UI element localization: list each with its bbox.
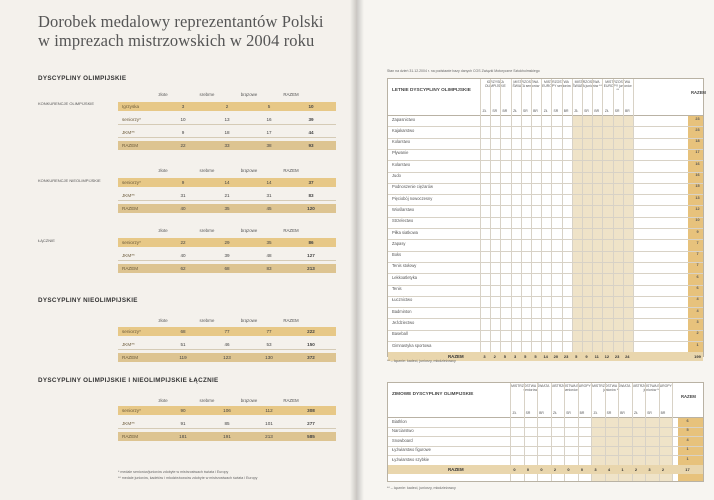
discipline-label: Łyżwiarstwo szybkie	[392, 456, 430, 462]
medal-count: 35	[224, 206, 230, 211]
column-group: MISTRZOSTWA EUROPY juniorów **	[603, 80, 632, 92]
grid-line	[388, 273, 703, 274]
sub-column-header: SR	[553, 109, 559, 113]
sub-column-header: SR	[525, 411, 531, 415]
medal-count: 93	[308, 143, 314, 148]
razem-value: 13	[695, 195, 700, 200]
grid-line	[388, 217, 703, 218]
medal-count: 5	[267, 104, 271, 109]
row-label: RAZEM	[122, 355, 139, 360]
medal-count: 222	[307, 329, 315, 334]
discipline-label: Zapasy	[392, 240, 406, 246]
razem-value: 18	[695, 139, 700, 144]
medal-count: 91	[180, 421, 186, 426]
medal-count: 106	[223, 408, 231, 413]
column-header: brązowe	[240, 228, 258, 233]
razem-value: 7	[696, 252, 699, 257]
medal-count: 127	[307, 253, 315, 258]
section-sub: ŁĄCZNIE	[38, 238, 55, 243]
razem-value: 7	[696, 263, 699, 268]
sub-column-header: ZŁ	[634, 411, 638, 415]
sub-column-header: BR	[533, 109, 538, 113]
grid-line	[388, 455, 703, 456]
column-header: złote	[158, 318, 168, 323]
sub-column-header: ZŁ	[513, 109, 518, 113]
row-label: RAZEM	[122, 434, 139, 439]
razem-value: 2	[696, 331, 699, 336]
medal-count: 68	[224, 266, 230, 271]
medal-count: 213	[265, 434, 273, 439]
total-value: 3	[648, 466, 651, 472]
medal-count: 68	[180, 329, 186, 334]
column-group: MISTRZOSTWA ŚWIATA juniorów **	[572, 80, 602, 88]
sub-column-header: SR	[647, 411, 652, 415]
medal-row	[118, 264, 336, 273]
medal-count: 101	[265, 421, 273, 426]
grid-line	[388, 194, 703, 195]
razem-header: RAZEM	[681, 394, 696, 399]
medal-count: 39	[224, 253, 230, 258]
grid-line	[388, 126, 703, 127]
medal-count: 85	[224, 421, 230, 426]
grid-line	[388, 251, 703, 252]
discipline-label: Pięciobój nowoczesny	[392, 195, 433, 201]
column-header: srebrne	[199, 92, 215, 97]
grid-line	[388, 446, 703, 447]
razem-value: 6	[686, 418, 689, 423]
row-label: seniorzy*	[122, 180, 141, 185]
total-value: 0	[513, 466, 516, 472]
medal-count: 123	[223, 355, 231, 360]
row-label: RAZEM	[122, 266, 139, 271]
total-value: 2	[634, 466, 638, 472]
medal-count: 2	[225, 104, 229, 109]
sub-column-header: SR	[614, 109, 620, 113]
total-value: 0	[580, 466, 584, 472]
razem-value: 7	[696, 240, 699, 245]
total-value: 5	[575, 354, 578, 360]
medal-count: 181	[179, 434, 187, 439]
column-header: RAZEM	[283, 398, 299, 403]
medal-row	[118, 204, 336, 213]
table-footnote: ** – łącznie: kadeci, juniorzy, młodzieżowcy	[387, 359, 456, 363]
sub-column-header: BR	[594, 109, 600, 113]
total-value: 3	[483, 354, 486, 360]
column-group: MISTRZOSTWA EUROPY seniorów	[542, 80, 571, 88]
sub-column-header: ZŁ	[604, 109, 609, 113]
razem-header: RAZEM	[691, 90, 706, 95]
grid-line	[388, 318, 703, 319]
medal-count: 29	[224, 240, 230, 245]
grid-line	[388, 330, 703, 331]
total-value: 5	[534, 354, 537, 360]
medal-count: 14	[266, 180, 272, 185]
discipline-label: Badminton	[392, 308, 412, 314]
razem-value: 5	[686, 428, 689, 432]
column-header: złote	[158, 92, 168, 97]
razem-value: 4	[686, 437, 689, 442]
column-header: srebrne	[199, 398, 215, 403]
discipline-label: Podnoszenie ciężarów	[392, 184, 433, 190]
winter-disciplines-table	[387, 382, 704, 482]
medal-count: 62	[180, 266, 186, 271]
discipline-label: Gimnastyka sportowa	[392, 342, 432, 348]
sub-column-header: ZŁ	[553, 411, 557, 415]
sub-column-header: BR	[624, 109, 630, 113]
row-label: seniorzy*	[122, 329, 141, 334]
medal-count: 33	[224, 143, 230, 148]
discipline-label: Łyżwiarstwo figurowe	[392, 447, 431, 452]
razem-value: 6	[696, 286, 699, 290]
medal-row	[118, 419, 336, 429]
medal-count: 35	[266, 240, 272, 245]
grid-line	[388, 205, 703, 206]
column-header: brązowe	[240, 398, 258, 403]
total-value: 23	[614, 354, 620, 360]
medal-count: 83	[266, 266, 272, 271]
razem-value: 9	[696, 229, 699, 234]
razem-value: 23	[695, 127, 700, 132]
discipline-label: Łucznictwo	[392, 297, 413, 303]
medal-count: 18	[224, 130, 230, 135]
medal-count: 120	[307, 206, 315, 211]
total-value: 4	[607, 466, 611, 472]
total-value: 24	[625, 354, 630, 360]
medal-count: 22	[180, 143, 186, 148]
discipline-label: Jeździectwo	[392, 319, 415, 325]
footnotes: * medale seniorów/juniorów zdobyte w mistrzostwach świata i Europy ** medale juniorów, kadetów i młodzieżowców zdobyte w mistrzostwach świata i Europy	[118, 470, 258, 480]
discipline-label: Kolarstwo	[392, 139, 410, 145]
discipline-label: Narciarstwo	[392, 428, 414, 433]
total-value: 0	[526, 466, 530, 472]
row-label: RAZEM	[122, 143, 139, 148]
column-header: RAZEM	[283, 318, 299, 323]
sub-column-header: SR	[522, 109, 528, 113]
medal-count: 46	[224, 342, 230, 347]
table-title: ZIMOWE DYSCYPLINY OLIMPIJSKIE	[392, 391, 474, 396]
column-header: RAZEM	[283, 168, 299, 173]
discipline-label: Piłka siatkowa	[392, 229, 418, 235]
row-label: JKM**	[122, 253, 135, 258]
row-label: seniorzy*	[122, 240, 141, 245]
column-group: MISTRZOSTWA ŚWIATA juniorów **	[592, 384, 631, 392]
row-label: seniorzy*	[122, 408, 141, 413]
row-label: JKM**	[122, 193, 135, 198]
sub-column-header: BR	[620, 411, 625, 415]
razem-value: 12	[695, 206, 700, 211]
razem-value: 23	[695, 116, 700, 121]
grid-line	[388, 427, 703, 428]
medal-count: 31	[266, 193, 272, 198]
table-header	[388, 79, 706, 116]
sub-column-header: ZŁ	[482, 109, 487, 113]
total-label: RAZEM	[448, 354, 464, 360]
medal-count: 90	[180, 408, 186, 413]
medal-row	[118, 406, 336, 415]
medal-row	[118, 178, 336, 187]
medal-count: 17	[266, 130, 272, 135]
grid-line	[388, 285, 703, 286]
total-value: 14	[543, 354, 548, 360]
table-title: LETNIE DYSCYPLINY OLIMPIJSKIE	[392, 87, 471, 92]
discipline-label: Biathlon	[392, 418, 407, 424]
column-header: złote	[158, 168, 168, 173]
column-header: srebrne	[199, 228, 215, 233]
discipline-label: Tenis	[392, 286, 402, 291]
grid-line	[388, 138, 703, 139]
grid-line	[388, 307, 703, 308]
razem-value: 1	[696, 342, 699, 347]
total-value: 2	[493, 354, 496, 360]
medal-count: 40	[180, 206, 186, 211]
sub-column-header: BR	[539, 411, 544, 415]
sub-column-header: ZŁ	[543, 109, 548, 113]
medal-count: 130	[265, 355, 273, 360]
medal-row	[118, 128, 336, 138]
source-note: Stan na dzień 31.12.2004 r. na podstawie bazy danych COS Związki Motoryczne Sztokholmskiego	[387, 69, 540, 73]
medal-count: 213	[307, 266, 315, 271]
discipline-label: Zapasnictwo	[392, 116, 415, 122]
razem-value: 15	[695, 184, 700, 189]
medal-count: 44	[308, 130, 314, 135]
column-header: brązowe	[240, 318, 258, 323]
column-group: MISTRZOSTWA EUROPY juniorów **	[631, 384, 672, 392]
column-header: złote	[158, 228, 168, 233]
section-heading: DYSCYPLINY OLIMPIJSKIE I NIEOLIMPIJSKIE ŁĄCZNIE	[38, 377, 219, 384]
column-header: RAZEM	[283, 228, 299, 233]
discipline-label: Kolarstwo	[392, 161, 410, 167]
grid-line	[388, 172, 703, 173]
column-group: MISTRZOSTWA ŚWIATA seniorów	[511, 384, 550, 392]
column-header: RAZEM	[283, 92, 299, 97]
column-group: MISTRZOSTWA EUROPY seniorów	[550, 384, 591, 392]
total-value: 3	[594, 466, 597, 472]
total-value: 199	[694, 354, 701, 360]
grid-line	[388, 341, 703, 342]
medal-row	[118, 327, 336, 336]
sub-column-header: SR	[492, 109, 498, 113]
medal-row	[118, 102, 336, 111]
medal-row	[118, 141, 336, 150]
discipline-label: Snowboard	[392, 437, 413, 443]
razem-value: 10	[695, 218, 700, 223]
razem-value: 16	[695, 173, 700, 177]
medal-count: 14	[224, 180, 230, 185]
medal-count: 40	[180, 253, 186, 258]
column-header: brązowe	[240, 168, 258, 173]
medal-count: 9	[181, 130, 185, 135]
discipline-label: Baseball	[392, 331, 408, 337]
medal-count: 3	[181, 104, 185, 109]
razem-value: 1	[686, 447, 689, 451]
razem-value: 4	[696, 308, 699, 313]
sub-column-header: SR	[606, 411, 612, 415]
table-footnote: ** – łącznie: kadeci, juniorzy, młodzieżowcy	[387, 486, 456, 490]
medal-count: 83	[308, 193, 314, 198]
total-value: 5	[503, 354, 506, 360]
medal-count: 112	[265, 408, 273, 413]
medal-count: 48	[266, 253, 272, 258]
book-spine	[350, 0, 364, 500]
column-header: srebrne	[199, 168, 215, 173]
section-heading: DYSCYPLINY OLIMPIJSKIE	[38, 75, 127, 82]
medal-count: 77	[224, 329, 230, 334]
medal-count: 53	[266, 342, 272, 347]
medal-count: 585	[307, 434, 315, 439]
grid-line	[388, 160, 703, 161]
sub-column-header: SR	[566, 411, 571, 415]
sub-column-header: BR	[563, 109, 569, 113]
sub-column-header: ZŁ	[512, 411, 517, 415]
column-group: IGRZYSKA OLIMPIJSKIE	[484, 80, 506, 88]
medal-count: 86	[308, 240, 314, 245]
row-label: JKM**	[122, 342, 135, 347]
total-value: 3	[513, 354, 517, 360]
medal-count: 372	[307, 355, 315, 360]
medal-count: 119	[179, 355, 187, 360]
razem-value: 6	[696, 274, 699, 279]
medal-count: 191	[223, 434, 231, 439]
medal-count: 9	[181, 180, 185, 185]
column-header: brązowe	[240, 92, 258, 97]
column-header: srebrne	[199, 318, 215, 323]
medal-count: 10	[180, 117, 186, 122]
column-header: złote	[158, 398, 168, 403]
medal-row	[118, 115, 336, 125]
medal-row	[118, 251, 336, 261]
total-value: 20	[553, 354, 559, 360]
medal-count: 77	[266, 329, 272, 334]
medal-count: 150	[307, 342, 315, 347]
discipline-label: Boks	[392, 252, 402, 258]
grid-line	[388, 239, 703, 240]
grid-line	[388, 228, 703, 229]
razem-value: 4	[696, 297, 699, 302]
discipline-label: Lekkoatletyka	[392, 274, 418, 280]
total-value: 0	[567, 466, 570, 472]
total-value: 9	[585, 354, 588, 360]
total-value: 0	[540, 466, 543, 472]
medal-row	[118, 191, 336, 201]
row-label: JKM**	[122, 421, 135, 426]
medal-row	[118, 353, 336, 362]
total-value: 2	[553, 466, 557, 472]
medal-count: 22	[180, 240, 186, 245]
section-sub: KONKURENCJE NIEOLIMPIJSKIE	[38, 178, 101, 183]
discipline-label: Judo	[392, 173, 401, 178]
sub-column-header: BR	[579, 411, 585, 415]
sub-column-header: BR	[660, 411, 666, 415]
sub-column-header: SR	[584, 109, 589, 113]
discipline-label: Strzelectwo	[392, 218, 414, 224]
summer-disciplines-table	[387, 78, 706, 360]
sub-column-header: ZŁ	[593, 411, 598, 415]
medal-count: 21	[224, 193, 230, 198]
razem-value: 1	[686, 456, 689, 461]
sub-column-header: ZŁ	[574, 109, 579, 113]
total-row	[388, 465, 703, 474]
medal-count: 51	[180, 342, 186, 347]
medal-count: 39	[308, 117, 314, 122]
discipline-label: Kajakarstwo	[392, 127, 415, 133]
medal-count: 38	[266, 143, 272, 148]
medal-row	[118, 238, 336, 247]
grid-line	[388, 183, 703, 184]
discipline-label: Tenis stołowy	[392, 263, 417, 269]
total-value: 2	[661, 466, 665, 472]
row-label: Igrzyska	[122, 104, 140, 109]
table-header	[388, 383, 703, 418]
page-title: Dorobek medalowy reprezentantów Polski w imprezach mistrzowskich w 2004 roku	[38, 12, 324, 50]
section-sub: KONKURENCJE OLIMPIJSKIE	[38, 101, 95, 106]
total-value: 11	[594, 354, 599, 360]
sub-column-header: BR	[502, 109, 508, 113]
discipline-label: Pływanie	[392, 150, 409, 156]
total-value: 17	[685, 466, 690, 472]
medal-count: 308	[307, 408, 315, 413]
grid-line	[388, 262, 703, 263]
total-value: 23	[563, 354, 569, 360]
medal-count: 16	[266, 117, 272, 122]
total-label: RAZEM	[448, 466, 464, 472]
column-group: MISTRZOSTWA ŚWIATA seniorów	[512, 80, 540, 88]
razem-value: 16	[695, 161, 700, 166]
medal-count: 45	[266, 206, 272, 211]
medal-count: 10	[308, 104, 314, 109]
grid-line	[388, 436, 703, 437]
razem-value: 17	[695, 150, 700, 155]
total-value: 5	[524, 354, 527, 360]
grid-line	[388, 296, 703, 297]
row-label: RAZEM	[122, 206, 139, 211]
razem-value: 3	[696, 319, 699, 324]
total-value: 1	[621, 466, 624, 472]
right-page	[357, 0, 714, 500]
total-value: 12	[604, 354, 610, 360]
row-label: JKM**	[122, 130, 135, 135]
medal-count: 277	[307, 421, 315, 426]
medal-count: 31	[180, 193, 186, 198]
medal-row	[118, 340, 336, 350]
discipline-label: Wioślarstwo	[392, 206, 415, 212]
grid-line	[388, 149, 703, 150]
medal-count: 37	[308, 180, 314, 185]
medal-row	[118, 432, 336, 441]
section-heading: DYSCYPLINY NIEOLIMPIJSKIE	[38, 297, 138, 304]
row-label: seniorzy*	[122, 117, 141, 122]
medal-count: 13	[224, 117, 230, 122]
